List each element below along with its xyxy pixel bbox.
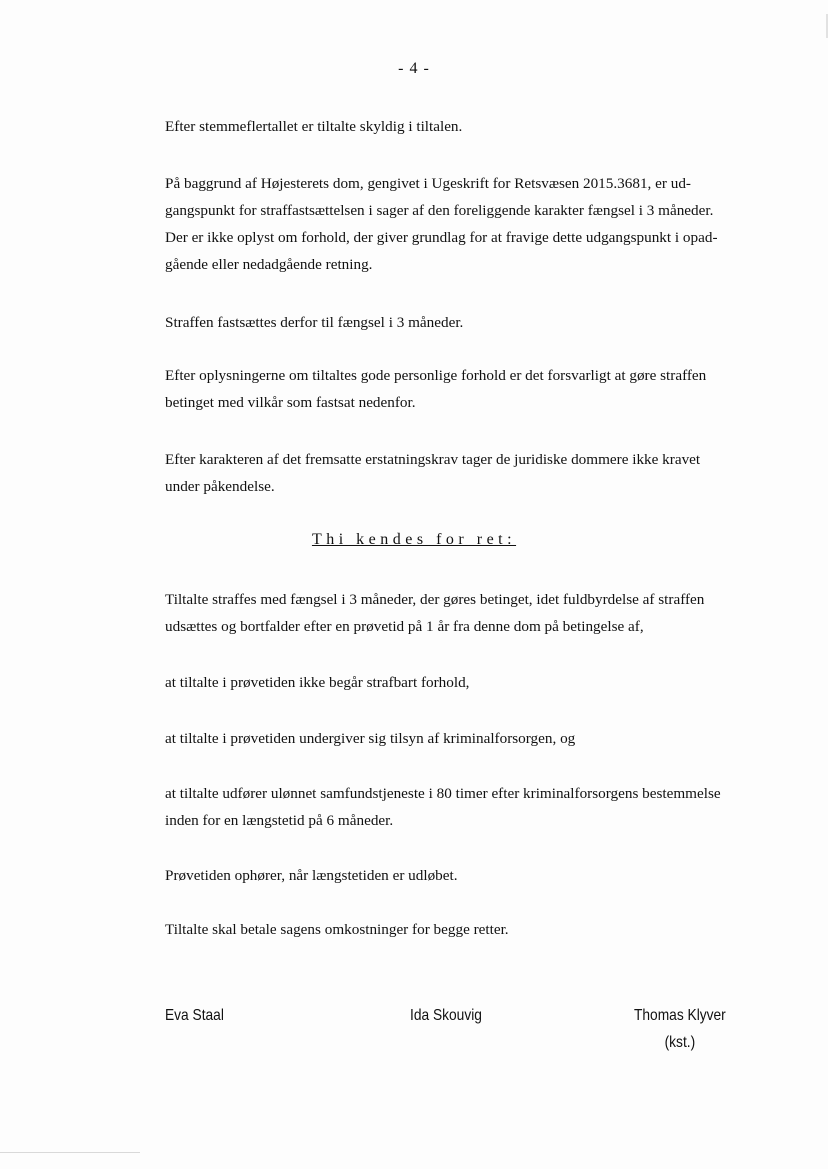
paragraph-sentencing-basis bbox=[165, 170, 765, 278]
paragraph-line: På baggrund af Højesterets dom, gengivet i Ugeskrift for Retsvæsen 2015.3681, er ud- bbox=[165, 175, 691, 192]
signature-judge-left: Eva Staal bbox=[165, 1007, 224, 1024]
paragraph-line: Tiltalte skal betale sagens omkostninger for begge retter. bbox=[165, 921, 509, 938]
paragraph-line: Straffen fastsættes derfor til fængsel i 3 måneder. bbox=[165, 314, 464, 331]
paragraph-line: inden for en længstetid på 6 måneder. bbox=[165, 812, 394, 829]
paragraph-compensation bbox=[165, 446, 765, 500]
verdict-heading: Thi kendes for ret: bbox=[311, 531, 517, 548]
paragraph-sentence bbox=[165, 309, 765, 336]
signature-name: Thomas Klyver bbox=[634, 1007, 726, 1024]
paragraph-line: at tiltalte udfører ulønnet samfundstjeneste i 80 timer efter kriminalforsorgens bestemmelse bbox=[165, 785, 721, 802]
paragraph-line: at tiltalte i prøvetiden undergiver sig tilsyn af kriminalforsorgen, og bbox=[165, 730, 576, 747]
probation-end bbox=[165, 862, 765, 889]
paragraph-line: Efter oplysningerne om tiltaltes gode personlige forhold er det forsvarligt at gøre straffen bbox=[165, 367, 707, 384]
condition-1 bbox=[165, 669, 765, 696]
paragraph-line: Prøvetiden ophører, når længstetiden er udløbet. bbox=[165, 867, 458, 884]
paragraph-line: Der er ikke oplyst om forhold, der giver grundlag for at fravige dette udgangspunkt i opad- bbox=[165, 229, 718, 246]
costs bbox=[165, 916, 765, 943]
verdict-main bbox=[165, 586, 765, 640]
signature-note: (kst.) bbox=[664, 1034, 696, 1051]
condition-2 bbox=[165, 725, 765, 752]
condition-3 bbox=[165, 780, 765, 834]
signature-judge-middle: Ida Skouvig bbox=[410, 1007, 482, 1024]
paragraph-line: Tiltalte straffes med fængsel i 3 måneder, der gøres betinget, idet fuldbyrdelse af straffen bbox=[165, 591, 705, 608]
paragraph-line: betinget med vilkår som fastsat nedenfor. bbox=[165, 394, 416, 411]
paragraph-line: at tiltalte i prøvetiden ikke begår strafbart forhold, bbox=[165, 674, 470, 691]
page-number: - 4 - bbox=[398, 60, 430, 77]
paragraph-conditional bbox=[165, 362, 765, 416]
paragraph-line: under påkendelse. bbox=[165, 478, 275, 495]
scan-artifact-line bbox=[0, 1152, 140, 1153]
paragraph-line: Efter karakteren af det fremsatte erstatningskrav tager de juridiske dommere ikke kravet bbox=[165, 451, 701, 468]
paragraph-line: udsættes og bortfalder efter en prøvetid på 1 år fra denne dom på betingelse af, bbox=[165, 618, 644, 635]
paragraph-guilt bbox=[165, 113, 765, 140]
paragraph-line: gående eller nedadgående retning. bbox=[165, 256, 373, 273]
signature-judge-right bbox=[634, 1002, 726, 1056]
paragraph-line: Efter stemmeflertallet er tiltalte skyldig i tiltalen. bbox=[165, 118, 463, 135]
paragraph-line: gangspunkt for straffastsættelsen i sager af den foreliggende karakter fængsel i 3 måneder. bbox=[165, 202, 714, 219]
